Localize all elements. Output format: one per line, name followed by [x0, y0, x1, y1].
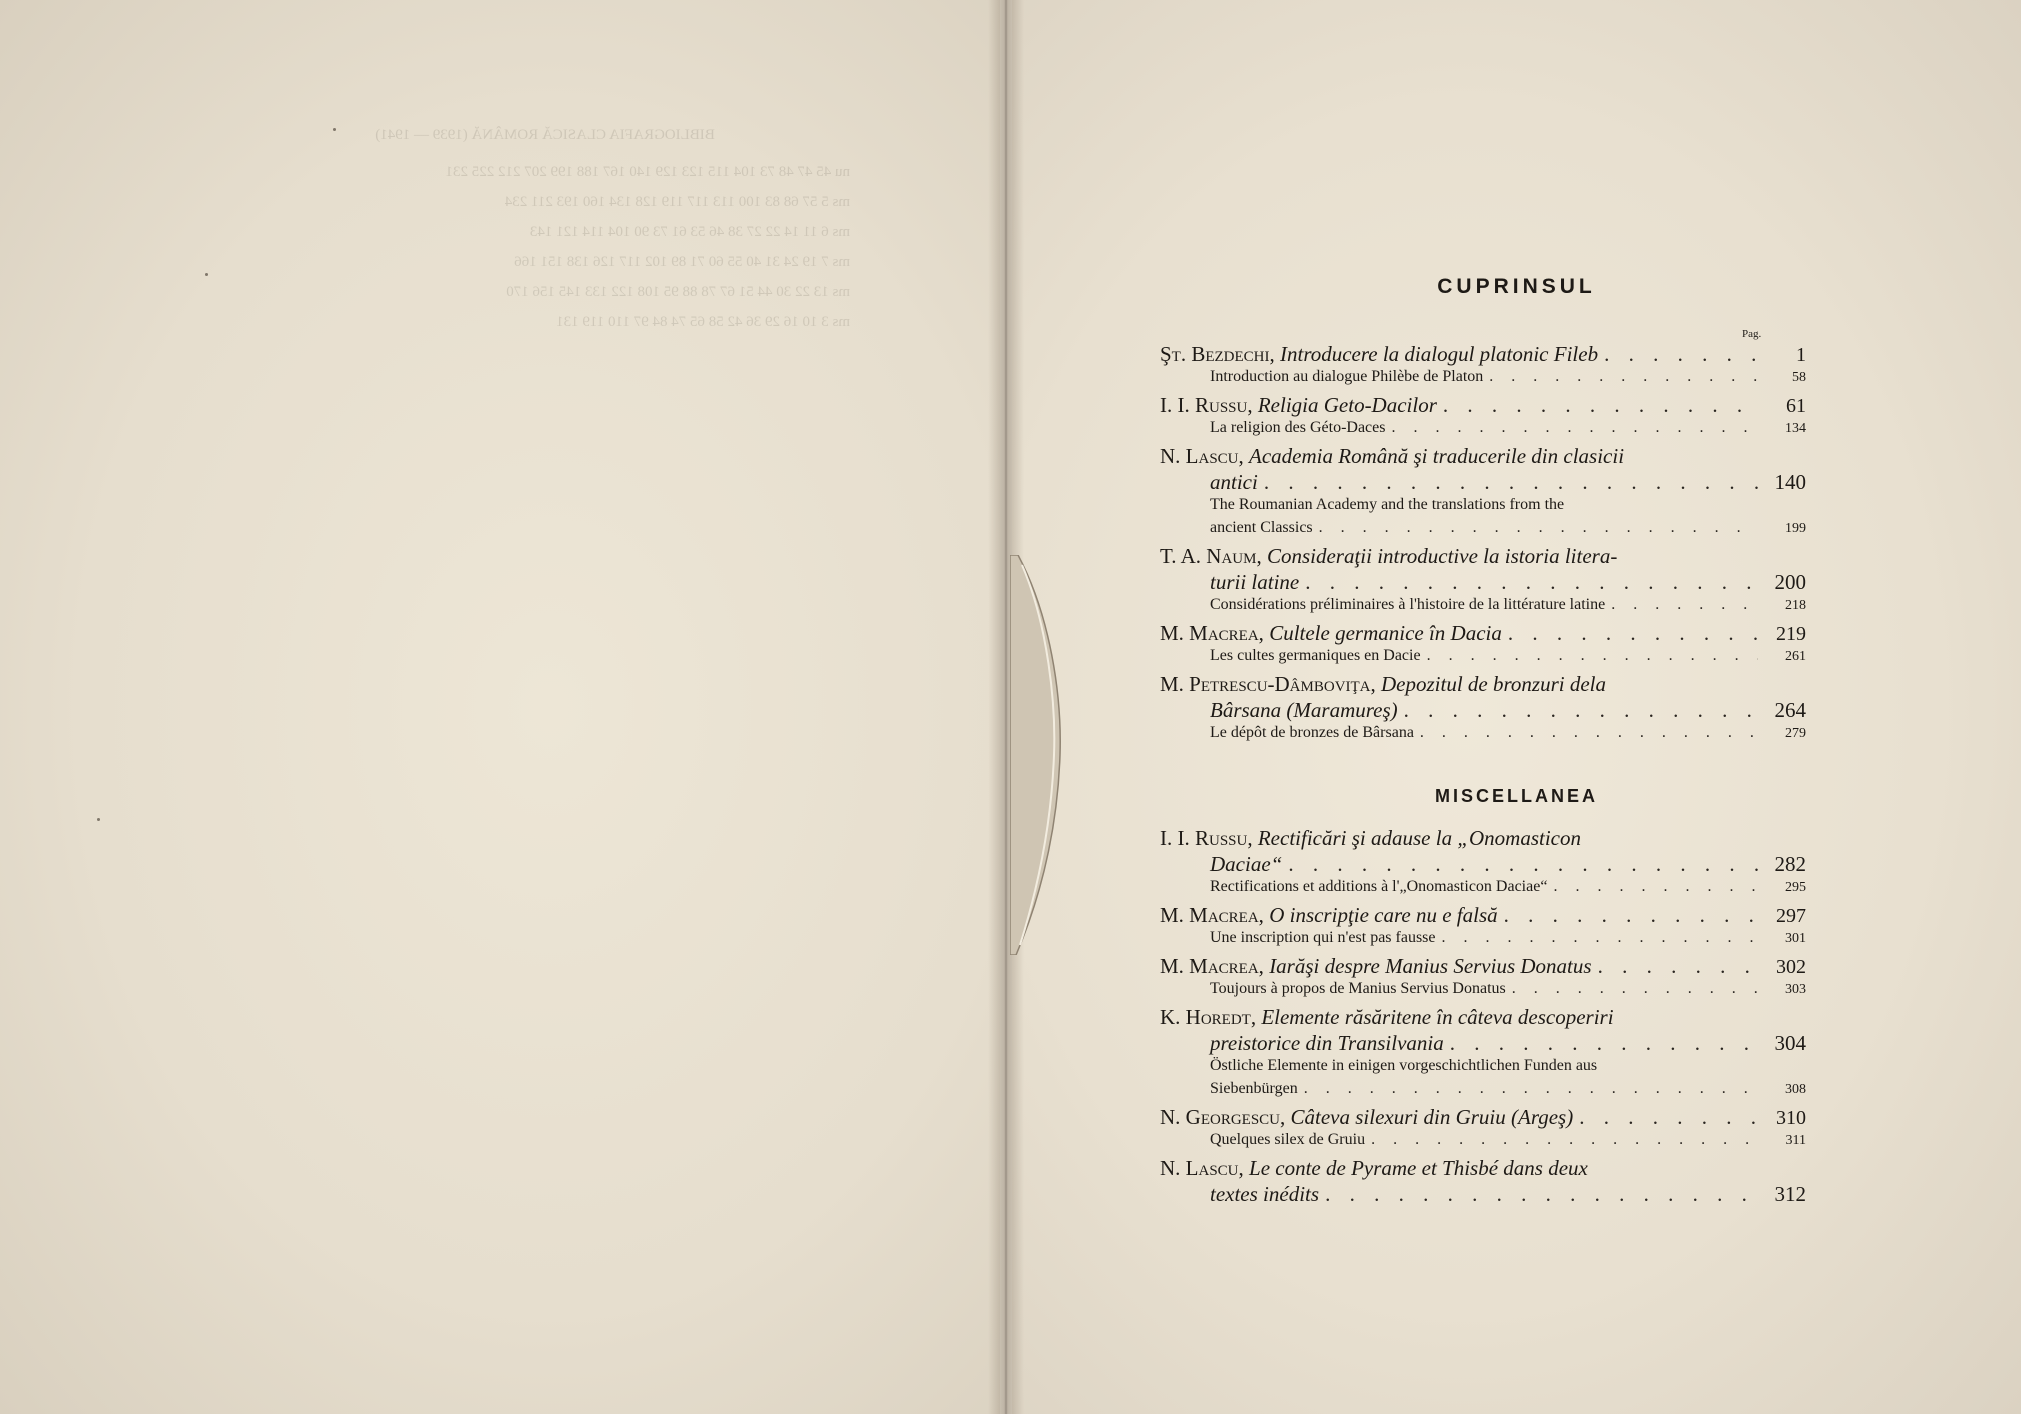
toc-list — [1160, 342, 1806, 749]
entry-author: I. I. Russu, — [1160, 393, 1253, 417]
entry-author: M. Petrescu-Dâmboviţa, — [1160, 672, 1376, 696]
entry-title: Consideraţii introductive la istoria litera- — [1266, 544, 1618, 568]
dot-leader — [1504, 903, 1758, 928]
toc-entry-heading — [1160, 1005, 1806, 1031]
summary-title: Rectifications et additions à l'„Onomasticon Daciae“ — [1210, 878, 1548, 895]
page-column-label: Pag. — [1742, 328, 1762, 340]
toc-entry — [1160, 621, 1806, 668]
entry-page-number: 310 — [1776, 1107, 1806, 1129]
toc-entry-heading — [1160, 1156, 1806, 1182]
toc-entry — [1160, 826, 1806, 899]
entry-title: O inscripţie care nu e falsă — [1269, 903, 1498, 927]
entry-title: Religia Geto-Dacilor — [1257, 393, 1437, 417]
dot-leader — [1305, 570, 1758, 595]
entry-author: N. Lascu, — [1160, 444, 1244, 468]
entry-title: Academia Română şi traducerile din clasicii — [1249, 444, 1625, 468]
toc-entry — [1160, 444, 1806, 540]
entry-page-number: 1 — [1796, 344, 1806, 366]
ghost-heading: BIBLIOGRAFIA CLASICĂ ROMÂNĂ (1939 — 1941) — [375, 127, 715, 143]
summary-title: ancient Classics — [1210, 519, 1313, 536]
entry-title: Introducere la dialogul platonic Fileb — [1280, 342, 1599, 366]
toc-entry — [1160, 342, 1806, 389]
toc-entry-continuation — [1160, 570, 1806, 596]
entry-author: N. Lascu, — [1160, 1156, 1244, 1180]
toc-title: CUPRINSUL — [1437, 275, 1596, 298]
summary-title: The Roumanian Academy and the translations from the — [1210, 496, 1565, 513]
summary-page-number: 295 — [1785, 880, 1806, 895]
toc-entry-summary — [1160, 519, 1806, 540]
summary-title: Considérations préliminaires à l'histoire de la littérature latine — [1210, 596, 1606, 613]
dot-leader — [1420, 724, 1758, 742]
toc-entry-heading — [1160, 393, 1806, 419]
toc-entry — [1160, 903, 1806, 950]
dot-leader — [1553, 878, 1758, 896]
ghost-paragraph: ms 3 10 16 29 36 42 58 65 74 84 97 110 119 131 — [556, 314, 850, 330]
entry-author: Şt. Bezdechi, — [1160, 342, 1275, 366]
toc-entry-summary — [1160, 1131, 1806, 1152]
paper-speck — [333, 128, 336, 131]
dot-leader — [1579, 1105, 1758, 1130]
toc-entry — [1160, 954, 1806, 1001]
dot-leader — [1512, 980, 1758, 998]
summary-title: Le dépôt de bronzes de Bârsana — [1210, 724, 1414, 741]
toc-entry-summary — [1160, 980, 1806, 1001]
summary-page-number: 301 — [1785, 931, 1806, 946]
toc-entry-summary — [1160, 647, 1806, 668]
entry-page-number: 302 — [1776, 956, 1806, 978]
miscellanea-list — [1160, 826, 1806, 1212]
entry-title: Câteva silexuri din Gruiu (Argeş) — [1290, 1105, 1574, 1129]
summary-page-number: 58 — [1792, 370, 1806, 385]
toc-entry-heading — [1160, 826, 1806, 852]
entry-author: K. Horedt, — [1160, 1005, 1257, 1029]
toc-entry-summary — [1160, 724, 1806, 745]
ghost-paragraph: ms 5 57 68 83 100 113 117 119 128 134 160 193 211 234 — [504, 194, 850, 210]
entry-author: M. Macrea, — [1160, 903, 1264, 927]
dot-leader — [1371, 1131, 1758, 1149]
summary-page-number: 308 — [1785, 1082, 1806, 1097]
toc-entry-heading — [1160, 1105, 1806, 1131]
entry-page-number: 312 — [1774, 1182, 1806, 1206]
summary-page-number: 303 — [1785, 982, 1806, 997]
entry-title: Rectificări şi adause la „Onomasticon — [1257, 826, 1581, 850]
ghost-paragraph: ms 13 22 30 44 51 67 78 88 95 108 122 133 145 156 170 — [506, 284, 850, 300]
summary-page-number: 134 — [1785, 421, 1806, 436]
entry-title: textes inédits — [1210, 1182, 1320, 1206]
entry-page-number: 297 — [1776, 905, 1806, 927]
toc-entry-heading — [1160, 672, 1806, 698]
toc-entry — [1160, 1005, 1806, 1101]
left-page — [0, 0, 1000, 1414]
toc-entry — [1160, 672, 1806, 745]
toc-entry — [1160, 1105, 1806, 1152]
dot-leader — [1450, 1031, 1758, 1056]
toc-entry-summary — [1160, 929, 1806, 950]
summary-title: Toujours à propos de Manius Servius Donatus — [1210, 980, 1506, 997]
dot-leader — [1442, 929, 1758, 947]
summary-title: Les cultes germaniques en Dacie — [1210, 647, 1421, 664]
summary-title: La religion des Géto-Daces — [1210, 419, 1386, 436]
toc-entry-continuation — [1160, 1031, 1806, 1057]
entry-title: Elemente răsăritene în câteva descoperiri — [1261, 1005, 1614, 1029]
show-through-text — [240, 125, 850, 342]
paper-speck — [205, 273, 208, 276]
entry-page-number: 219 — [1776, 623, 1806, 645]
dot-leader — [1489, 368, 1758, 386]
entry-title: Depozitul de bronzuri dela — [1381, 672, 1606, 696]
toc-entry-heading — [1160, 621, 1806, 647]
entry-page-number: 304 — [1774, 1031, 1806, 1055]
dot-leader — [1404, 698, 1758, 723]
entry-title: Iarăşi despre Manius Servius Donatus — [1269, 954, 1592, 978]
entry-page-number: 200 — [1774, 570, 1806, 594]
entry-title: antici — [1210, 470, 1258, 494]
dot-leader — [1391, 419, 1758, 437]
entry-title: Le conte de Pyrame et Thisbé dans deux — [1249, 1156, 1588, 1180]
entry-author: M. Macrea, — [1160, 621, 1264, 645]
summary-page-number: 218 — [1785, 598, 1806, 613]
entry-title: Cultele germanice în Dacia — [1269, 621, 1502, 645]
dot-leader — [1288, 852, 1758, 877]
toc-entry-continuation — [1160, 698, 1806, 724]
toc-entry-heading — [1160, 903, 1806, 929]
toc-entry-summary — [1160, 596, 1806, 617]
summary-page-number: 311 — [1785, 1133, 1806, 1148]
summary-page-number: 261 — [1785, 649, 1806, 664]
ghost-paragraph: ms 6 11 14 22 27 38 46 53 61 73 90 104 114 121 143 — [529, 224, 850, 240]
toc-entry — [1160, 393, 1806, 440]
entry-author: N. Georgescu, — [1160, 1105, 1286, 1129]
entry-page-number: 140 — [1774, 470, 1806, 494]
entry-title: Daciae“ — [1210, 852, 1283, 876]
toc-entry-heading — [1160, 544, 1806, 570]
toc-entry-heading — [1160, 954, 1806, 980]
dot-leader — [1604, 342, 1758, 367]
summary-title: Une inscription qui n'est pas fausse — [1210, 929, 1436, 946]
toc-entry-summary — [1160, 1080, 1806, 1101]
entry-page-number: 61 — [1786, 395, 1806, 417]
toc-entry-heading — [1160, 444, 1806, 470]
summary-title: Siebenbürgen — [1210, 1080, 1298, 1097]
toc-entry-continuation — [1160, 470, 1806, 496]
summary-title: Introduction au dialogue Philèbe de Platon — [1210, 368, 1484, 385]
entry-title: turii latine — [1210, 570, 1300, 594]
toc-entry-summary — [1160, 419, 1806, 440]
summary-title: Östliche Elemente in einigen vorgeschichtlichen Funden aus — [1210, 1057, 1598, 1074]
summary-page-number: 199 — [1785, 521, 1806, 536]
toc-entry-summary — [1160, 496, 1806, 517]
dot-leader — [1325, 1182, 1758, 1207]
paper-speck — [97, 818, 100, 821]
toc-entry-summary — [1160, 1057, 1806, 1078]
entry-author: M. Macrea, — [1160, 954, 1264, 978]
dot-leader — [1598, 954, 1758, 979]
entry-author: T. A. Naum, — [1160, 544, 1262, 568]
entry-author: I. I. Russu, — [1160, 826, 1253, 850]
dot-leader — [1319, 519, 1758, 537]
entry-title: Bârsana (Maramureş) — [1210, 698, 1398, 722]
toc-entry — [1160, 544, 1806, 617]
dot-leader — [1443, 393, 1758, 418]
summary-title: Quelques silex de Gruiu — [1210, 1131, 1366, 1148]
toc-entry-continuation — [1160, 852, 1806, 878]
toc-entry — [1160, 1156, 1806, 1208]
toc-entry-summary — [1160, 368, 1806, 389]
dot-leader — [1427, 647, 1758, 665]
entry-page-number: 282 — [1774, 852, 1806, 876]
toc-entry-heading — [1160, 342, 1806, 368]
toc-entry-summary — [1160, 878, 1806, 899]
page-tear — [1010, 555, 1080, 955]
toc-entry-continuation — [1160, 1182, 1806, 1208]
dot-leader — [1508, 621, 1758, 646]
miscellanea-title: MISCELLANEA — [1435, 786, 1598, 806]
dot-leader — [1611, 596, 1758, 614]
dot-leader — [1264, 470, 1758, 495]
dot-leader — [1304, 1080, 1758, 1098]
ghost-paragraph: ms 7 19 24 31 40 55 60 71 89 102 117 126 138 151 166 — [514, 254, 850, 270]
entry-page-number: 264 — [1774, 698, 1806, 722]
ghost-paragraph: nu 45 47 48 73 104 115 123 129 140 167 188 199 207 212 225 231 — [445, 164, 850, 180]
summary-page-number: 279 — [1785, 726, 1806, 741]
entry-title: preistorice din Transilvania — [1210, 1031, 1444, 1055]
